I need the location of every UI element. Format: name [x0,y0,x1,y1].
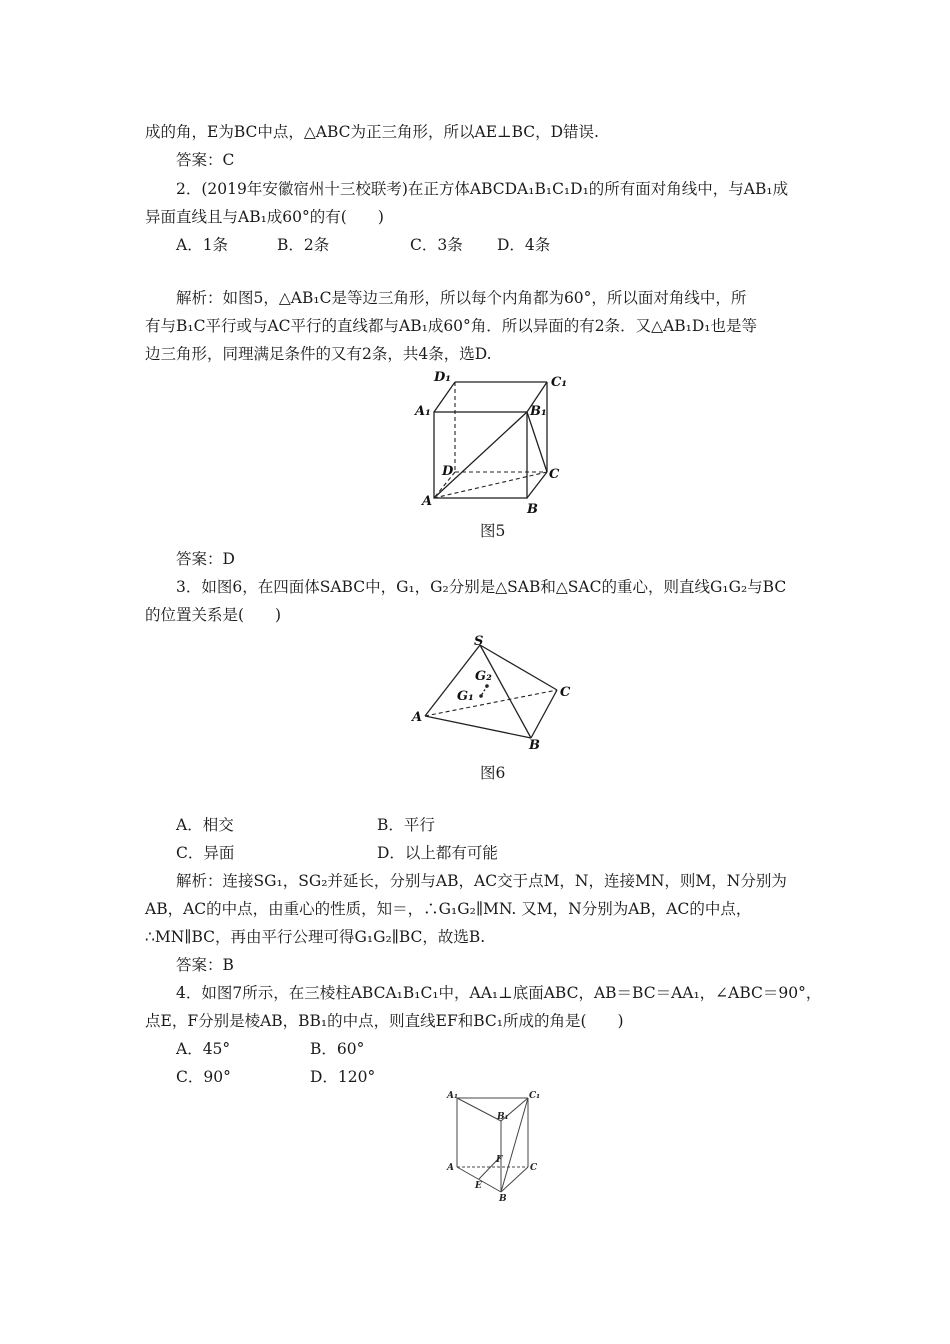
label-A1: A₁ [415,404,431,419]
solution-3-line-2: AB，AC的中点，由重心的性质，知＝，∴G₁G₂∥MN. 又M，N分别为AB，AC的中点， [145,900,752,918]
label-A: A [422,494,433,509]
figure-5-caption: 图5 [480,522,506,540]
question-4-line-1: 4．如图7所示，在三棱柱ABCA₁B₁C₁中，AA₁⊥底面ABC，AB＝BC＝AA₁，∠ABC＝90°， [176,984,822,1002]
q2-option-b: B．2条 [277,236,330,254]
q4-option-c: C．90° [176,1068,231,1086]
figure-6-caption: 图6 [480,764,506,782]
label-F: F [496,1155,503,1165]
figure-5-cube [410,365,580,515]
answer-q2: 答案：D [176,550,235,568]
question-3-line-2: 的位置关系是( ) [145,606,282,624]
label-B1: B₁ [497,1112,509,1122]
question-2-line-2: 异面直线且与AB₁成60°的有( ) [145,208,384,226]
q3-option-d: D．以上都有可能 [377,844,498,862]
label-C1: C₁ [551,375,568,390]
q3-option-c: C．异面 [176,844,235,862]
label-C: C [530,1163,538,1173]
label-B1: B₁ [530,404,547,419]
solution-2-line-3: 边三角形，同理满足条件的又有2条，共4条，选D. [145,345,492,363]
text-line-1: 成的角，E为BC中点，△ABC为正三角形，所以AE⊥BC，D错误. [145,123,599,141]
answer-q3: 答案：B [176,956,234,974]
label-B: B [529,738,540,753]
answer-q1: 答案：C [176,151,235,169]
question-3-line-1: 3．如图6，在四面体SABC中，G₁，G₂分别是△SAB和△SAC的重心，则直线G₁G₂与BC [176,578,787,596]
label-C1: C₁ [529,1091,541,1101]
solution-3-line-1: 解析：连接SG₁，SG₂并延长，分别与AB，AC交于点M，N，连接MN，则M，N分别为 [176,872,787,890]
label-A: A [447,1163,454,1173]
label-B: B [527,502,538,515]
label-G1: G₁ [457,689,474,704]
q2-option-d: D．4条 [497,236,551,254]
question-2-line-1: 2．(2019年安徽宿州十三校联考)在正方体ABCDA₁B₁C₁D₁的所有面对角线中，与AB₁成 [176,180,789,198]
label-E: E [475,1181,482,1191]
solution-2-line-2: 有与B₁C平行或与AC平行的直线都与AB₁成60°角．所以异面的有2条．又△AB₁D₁也是等 [145,317,758,335]
label-D: D [442,464,454,479]
label-A1: A₁ [447,1091,458,1101]
figure-7-prism [440,1088,550,1208]
q4-option-a: A．45° [176,1040,231,1058]
q4-option-b: B．60° [310,1040,365,1058]
q3-option-a: A．相交 [176,816,234,834]
q3-option-b: B．平行 [377,816,435,834]
label-G2: G₂ [475,669,492,684]
figure-6-tetrahedron [405,628,585,753]
q2-option-c: C．3条 [410,236,463,254]
label-C: C [549,467,560,482]
label-S: S [474,634,484,649]
question-4-line-2: 点E，F分别是棱AB，BB₁的中点，则直线EF和BC₁所成的角是( ) [145,1012,624,1030]
solution-3-line-3: ∴MN∥BC，再由平行公理可得G₁G₂∥BC，故选B. [145,928,486,946]
q2-option-a: A．1条 [176,236,229,254]
label-B: B [499,1194,507,1204]
label-D1: D₁ [434,370,451,385]
q4-option-d: D．120° [310,1068,376,1086]
label-C: C [560,685,571,700]
solution-2-line-1: 解析：如图5，△AB₁C是等边三角形，所以每个内角都为60°，所以面对角线中，所 [176,289,747,307]
label-A: A [412,710,423,725]
